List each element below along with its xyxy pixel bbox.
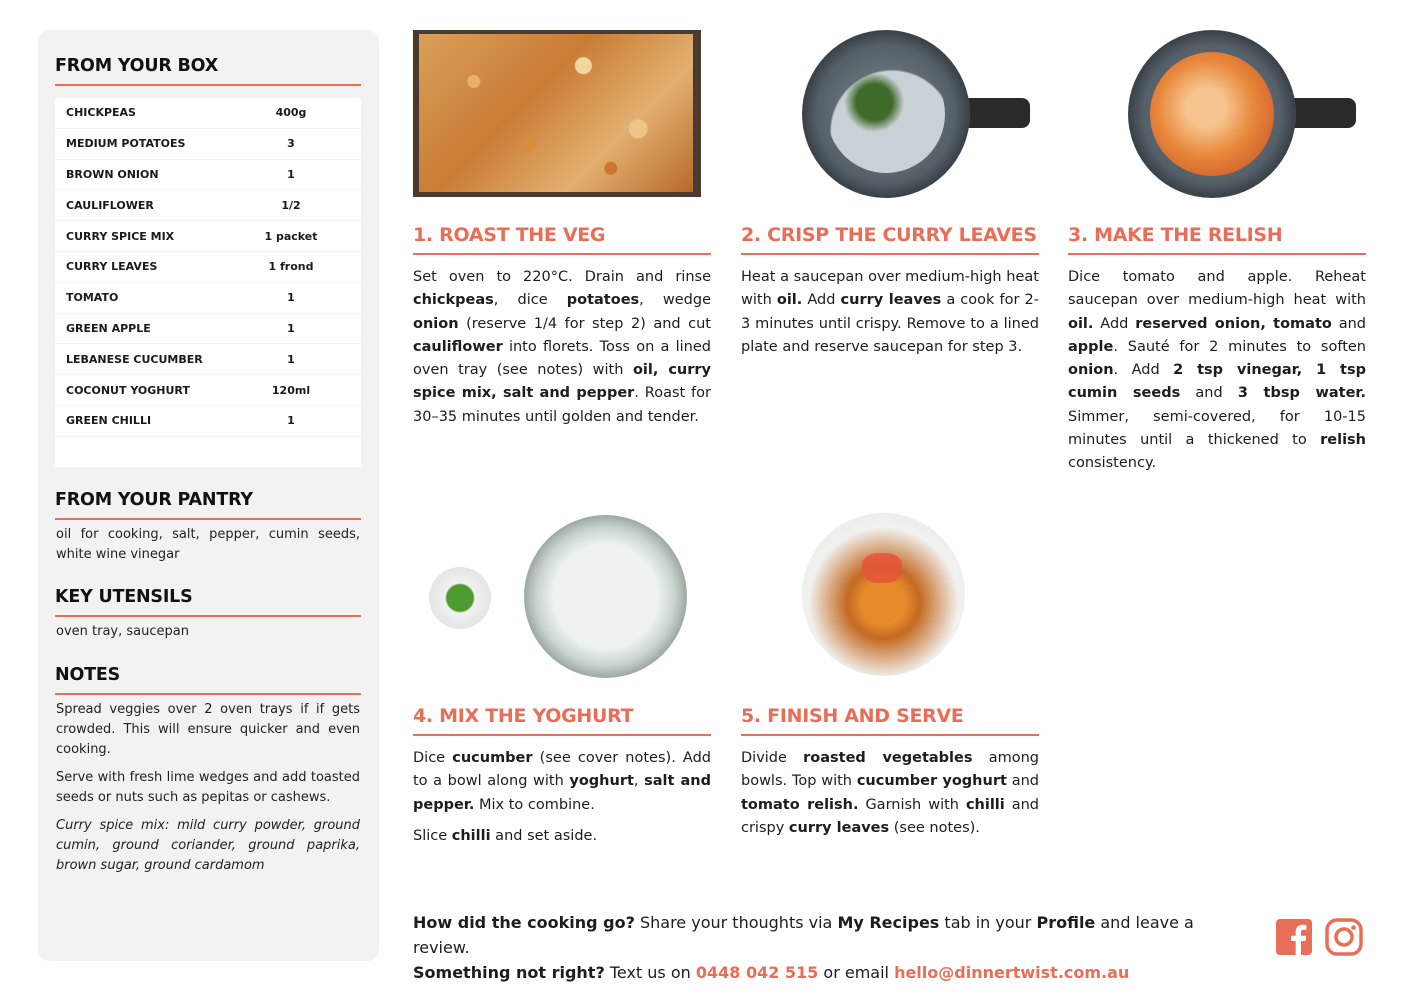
bold-text: relish — [1320, 432, 1366, 449]
bold-text: oil. — [1068, 315, 1094, 332]
text-run: Garnish with — [858, 796, 966, 813]
text-run: and — [1180, 385, 1238, 402]
text-run: (reserve 1/4 for step 2) and cut — [458, 315, 711, 332]
text-run: Add — [1093, 315, 1136, 332]
step-paragraph — [413, 747, 711, 817]
text-run: Add — [802, 292, 841, 309]
ingredient-name: CURRY LEAVES — [66, 260, 158, 274]
text-run: . Sauté for 2 minutes to soften — [1113, 338, 1366, 355]
text-run: Slice — [413, 827, 452, 844]
bold-text: 3 tbsp water. — [1237, 385, 1366, 402]
text-run: and — [1331, 315, 1366, 332]
ingredient-name: LEBANESE CUCUMBER — [66, 352, 203, 366]
step-paragraph — [413, 266, 711, 429]
contact-link[interactable]: 0448 042 515 — [695, 963, 819, 982]
ingredient-quantity: 1 — [287, 291, 295, 305]
text-run: Dice tomato and apple. Reheat saucepan over medium-high heat with — [1068, 269, 1366, 309]
bold-text: oil. — [776, 292, 803, 309]
ingredient-row — [55, 406, 361, 437]
ingredients-table — [55, 98, 361, 467]
ingredient-row — [55, 98, 361, 129]
bold-text: chilli — [965, 796, 1005, 813]
step-5-title: 5. FINISH AND SERVE — [741, 705, 1039, 736]
text-run: , dice — [493, 292, 567, 309]
ingredient-quantity: 1 — [287, 167, 295, 181]
pantry-text: oil for cooking, salt, pepper, cumin seeds, white wine vinegar — [56, 527, 360, 562]
bold-text: onion — [1068, 362, 1114, 379]
bold-text: apple — [1068, 338, 1114, 355]
step-paragraph — [741, 266, 1039, 359]
text-run: , — [633, 773, 645, 790]
text-run: into florets. Toss on a lined oven tray (see notes) with — [413, 338, 711, 379]
text-run: . Add — [1113, 362, 1174, 379]
from-your-box-title: FROM YOUR BOX — [55, 56, 361, 86]
yoghurt-bowl-photo — [524, 515, 687, 678]
bold-text: Something not right? — [413, 963, 605, 982]
text-run: consistency. — [1068, 455, 1157, 472]
note-item: Curry spice mix: mild curry powder, ground cumin, ground coriander, ground paprika, brown sugar, ground cardamom — [56, 818, 360, 873]
step-4-title: 4. MIX THE YOGHURT — [413, 705, 711, 736]
text-run: and set aside. — [490, 827, 598, 844]
ingredient-row — [55, 314, 361, 345]
bold-text: salt and pepper. — [413, 773, 711, 813]
ingredient-name: TOMATO — [66, 291, 119, 305]
ingredient-row — [55, 252, 361, 283]
chilli-bowl-photo — [429, 567, 491, 629]
finished-dish-photo — [802, 513, 965, 676]
step-1-title: 1. ROAST THE VEG — [413, 224, 711, 255]
feedback-footer — [413, 910, 1253, 985]
ingredient-quantity: 1 packet — [264, 229, 318, 243]
step-2-title: 2. CRISP THE CURRY LEAVES — [741, 224, 1039, 255]
step-4-body — [413, 747, 711, 856]
ingredient-row — [55, 129, 361, 160]
bold-text: tomato relish. — [741, 796, 859, 813]
text-run: and crispy — [741, 796, 1039, 836]
bold-text: yoghurt — [569, 773, 634, 790]
notes-list — [56, 700, 360, 884]
bold-text: potatoes — [566, 292, 640, 309]
bold-text: 2 tsp vinegar, 1 tsp cumin seeds — [1068, 362, 1366, 402]
text-run: Text us on — [604, 963, 696, 982]
ingredient-name: MEDIUM POTATOES — [66, 137, 186, 151]
ingredient-quantity: 1 — [287, 321, 295, 335]
text-run: and leave a review. — [413, 913, 1194, 957]
step-2-body — [741, 266, 1039, 367]
ingredient-quantity: 400g — [275, 106, 307, 120]
bold-text: How did the cooking go? — [413, 913, 635, 932]
text-run: Divide — [741, 750, 804, 766]
bold-text: cucumber yoghurt — [856, 773, 1007, 790]
note-item: Spread veggies over 2 oven trays if if gets crowded. This will ensure quicker and even cooking. — [56, 702, 360, 757]
bold-text: curry leaves — [840, 292, 942, 309]
bold-text: Profile — [1036, 913, 1096, 932]
ingredient-quantity: 3 — [287, 137, 295, 151]
from-your-pantry-title: FROM YOUR PANTRY — [55, 490, 361, 520]
utensils-text: oven tray, saucepan — [56, 624, 189, 639]
text-run: Mix to combine. — [474, 796, 595, 813]
text-run: (see cover notes). Add to a bowl along with — [413, 750, 712, 790]
ingredient-quantity: 1 — [287, 414, 295, 428]
text-run: and — [1006, 773, 1040, 790]
text-run: tab in your — [939, 913, 1037, 932]
ingredient-name: GREEN APPLE — [66, 321, 151, 335]
step-1-body — [413, 266, 711, 437]
text-run: . Roast for 30–35 minutes until golden and tender. — [413, 385, 711, 425]
contact-line — [413, 960, 1253, 985]
step-5-body — [741, 747, 1039, 848]
ingredient-row — [55, 344, 361, 375]
key-utensils-title: KEY UTENSILS — [55, 587, 361, 617]
ingredient-name: GREEN CHILLI — [66, 414, 152, 428]
ingredient-name: CURRY SPICE MIX — [66, 229, 175, 243]
ingredient-row — [55, 375, 361, 406]
ingredient-name: COCONUT YOGHURT — [66, 383, 190, 397]
step-paragraph — [413, 825, 711, 848]
ingredient-name: CAULIFLOWER — [66, 198, 154, 212]
text-run: Heat a saucepan over medium-high heat with — [741, 269, 1039, 309]
text-run: among bowls. Top with — [741, 750, 1039, 790]
ingredient-quantity: 120ml — [271, 383, 311, 397]
notes-title: NOTES — [55, 665, 361, 695]
bold-text: cucumber — [452, 750, 533, 766]
ingredient-row — [55, 190, 361, 221]
roast-veg-photo — [413, 30, 701, 197]
text-run: Share your thoughts via — [634, 913, 838, 932]
step-paragraph — [1068, 266, 1366, 476]
text-run: , wedge — [639, 292, 712, 309]
text-run: Simmer, semi-covered, for 10-15 minutes until a thickened to — [1068, 408, 1366, 449]
text-run: Set oven to 220°C. Drain and rinse — [413, 269, 711, 285]
ingredient-row — [55, 221, 361, 252]
text-run: a cook for 2-3 minutes until crispy. Remove to a lined plate and reserve saucepan for step 3. — [741, 292, 1039, 355]
bold-text: oil, curry spice mix, salt and pepper — [413, 362, 711, 402]
ingredient-row — [55, 160, 361, 191]
review-prompt — [413, 910, 1253, 960]
bold-text: roasted vegetables — [803, 750, 973, 766]
ingredient-quantity: 1/2 — [281, 198, 301, 212]
bold-text: chilli — [451, 827, 491, 844]
bold-text: reserved onion, tomato — [1135, 315, 1332, 332]
ingredient-name: BROWN ONION — [66, 167, 159, 181]
bold-text: My Recipes — [837, 913, 940, 932]
ingredients-sidebar — [38, 30, 379, 961]
step-paragraph — [741, 747, 1039, 840]
step-3-body — [1068, 266, 1366, 484]
facebook-icon[interactable] — [1275, 918, 1313, 956]
instagram-icon[interactable] — [1325, 918, 1363, 956]
note-item: Serve with fresh lime wedges and add toasted seeds or nuts such as pepitas or cashews. — [56, 770, 360, 805]
ingredient-name: CHICKPEAS — [66, 106, 136, 120]
bold-text: chickpeas — [413, 292, 494, 309]
text-run: (see notes). — [889, 819, 980, 836]
text-run: or email — [818, 963, 895, 982]
contact-link[interactable]: hello@dinnertwist.com.au — [894, 963, 1130, 982]
bold-text: cauliflower — [413, 338, 503, 355]
bold-text: curry leaves — [788, 819, 890, 836]
bold-text: onion — [413, 315, 459, 332]
text-run: Dice — [413, 750, 453, 766]
step-3-title: 3. MAKE THE RELISH — [1068, 224, 1366, 255]
ingredient-row — [55, 283, 361, 314]
ingredient-quantity: 1 — [287, 352, 295, 366]
ingredient-quantity: 1 frond — [268, 260, 314, 274]
